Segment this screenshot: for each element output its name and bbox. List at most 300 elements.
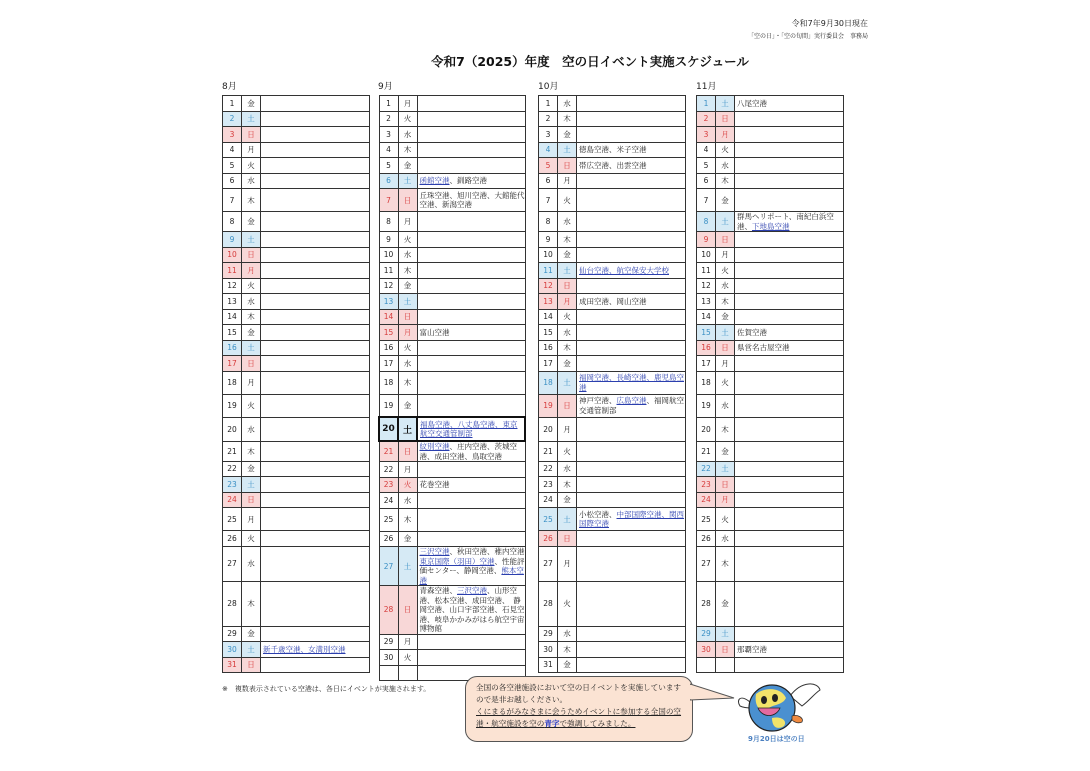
event-cell	[577, 657, 686, 673]
date-cell: 18	[539, 371, 558, 394]
event-venue: 青森空港、	[419, 586, 457, 595]
date-cell: 14	[379, 309, 398, 325]
event-cell	[577, 247, 686, 263]
event-cell	[577, 111, 686, 127]
event-cell	[417, 356, 525, 372]
event-cell	[735, 325, 844, 341]
event-venue: 紋別空港	[419, 442, 450, 451]
date-cell: 24	[223, 492, 242, 508]
weekday-cell: 火	[558, 309, 577, 325]
event-venue: 仙台空港、航空保安大学校	[579, 265, 669, 275]
event-cell	[577, 441, 686, 461]
month-column-sep	[378, 80, 526, 681]
weekday-cell: 月	[398, 462, 417, 478]
date-cell: 12	[223, 278, 242, 294]
weekday-cell: 月	[242, 508, 261, 531]
event-cell	[577, 508, 686, 531]
weekday-cell: 木	[716, 417, 735, 441]
weekday-cell: 金	[716, 581, 735, 626]
event-cell	[261, 325, 370, 341]
weekday-cell: 金	[558, 657, 577, 673]
event-venue: 女満別空港	[308, 644, 346, 654]
date-cell: 2	[223, 111, 242, 127]
calendar-row	[223, 626, 370, 642]
event-cell	[261, 340, 370, 356]
date-cell: 30	[223, 642, 242, 658]
weekday-cell: 金	[558, 492, 577, 508]
event-cell	[261, 581, 370, 626]
weekday-cell: 日	[716, 232, 735, 248]
weekday-cell: 木	[398, 371, 417, 394]
date-cell: 16	[223, 340, 242, 356]
event-cell	[261, 96, 370, 112]
event-cell	[261, 173, 370, 189]
weekday-cell: 日	[398, 189, 417, 212]
weekday-cell: 火	[398, 340, 417, 356]
event-venue: 福岡空港、長崎空港、鹿児島空港	[579, 373, 684, 392]
date-cell: 16	[539, 340, 558, 356]
bubble-blue-word: 青字	[544, 719, 560, 728]
weekday-cell: 月	[398, 96, 417, 112]
date-cell: 12	[697, 278, 716, 294]
weekday-cell: 月	[242, 263, 261, 279]
date-cell: 1	[223, 96, 242, 112]
date-cell	[379, 665, 398, 681]
date-cell: 24	[697, 492, 716, 508]
calendar-row	[697, 461, 844, 477]
event-cell	[417, 650, 525, 666]
calendar-row	[379, 508, 525, 531]
event-cell	[735, 212, 844, 232]
date-cell: 10	[539, 247, 558, 263]
event-cell	[577, 626, 686, 642]
event-cell	[417, 508, 525, 531]
date-cell: 5	[223, 158, 242, 174]
weekday-cell: 水	[558, 96, 577, 112]
event-cell	[735, 232, 844, 248]
date-cell: 13	[697, 294, 716, 310]
weekday-cell: 火	[716, 142, 735, 158]
weekday-cell: 日	[716, 477, 735, 493]
date-cell: 16	[697, 340, 716, 356]
date-cell: 9	[223, 232, 242, 248]
date-cell: 20	[379, 417, 398, 441]
event-cell	[735, 309, 844, 325]
calendar-row	[379, 394, 525, 417]
date-cell: 22	[379, 462, 398, 478]
event-cell	[417, 96, 525, 112]
weekday-cell: 金	[558, 247, 577, 263]
event-cell	[417, 189, 525, 212]
event-cell	[735, 356, 844, 372]
weekday-cell: 金	[242, 325, 261, 341]
calendar-row	[539, 492, 686, 508]
event-cell	[577, 96, 686, 112]
date-cell: 6	[379, 173, 398, 189]
calendar-table	[378, 95, 526, 681]
event-cell	[417, 263, 525, 279]
date-cell: 4	[697, 142, 716, 158]
event-cell	[261, 441, 370, 461]
weekday-cell: 火	[242, 394, 261, 417]
event-cell	[417, 278, 525, 294]
event-cell	[735, 127, 844, 143]
date-cell: 21	[539, 441, 558, 461]
date-cell: 1	[379, 96, 398, 112]
date-cell: 16	[379, 340, 398, 356]
date-cell: 1	[697, 96, 716, 112]
date-cell: 17	[697, 356, 716, 372]
event-cell	[261, 142, 370, 158]
weekday-cell: 日	[558, 531, 577, 547]
calendar-row	[223, 441, 370, 461]
date-cell: 12	[379, 278, 398, 294]
date-cell: 6	[697, 173, 716, 189]
calendar-row	[379, 462, 525, 478]
weekday-cell: 日	[398, 309, 417, 325]
bubble-line-2-pre: くにまるがみなさまに会うためイベントに参加する全国の空港・航空施設を空の	[476, 707, 682, 728]
weekday-cell: 日	[398, 441, 417, 462]
date-cell: 25	[379, 508, 398, 531]
date-cell: 26	[539, 531, 558, 547]
event-cell	[261, 212, 370, 232]
calendar-row	[539, 340, 686, 356]
weekday-cell: 水	[558, 325, 577, 341]
date-cell: 5	[379, 158, 398, 174]
calendar-row	[539, 278, 686, 294]
event-cell	[261, 278, 370, 294]
calendar-row	[379, 477, 525, 493]
date-cell: 23	[539, 477, 558, 493]
weekday-cell: 水	[242, 173, 261, 189]
weekday-cell: 土	[398, 294, 417, 310]
event-venue: 、釧路空港	[449, 176, 487, 185]
calendar-row	[223, 263, 370, 279]
date-cell: 8	[379, 212, 398, 232]
date-cell: 8	[539, 212, 558, 232]
month-label: 11月	[696, 82, 717, 92]
event-cell	[417, 586, 525, 635]
weekday-cell: 月	[558, 173, 577, 189]
weekday-cell: 木	[558, 477, 577, 493]
date-cell: 23	[697, 477, 716, 493]
event-cell	[735, 278, 844, 294]
event-cell	[417, 127, 525, 143]
weekday-cell: 木	[242, 441, 261, 461]
event-cell	[417, 232, 525, 248]
date-cell: 9	[379, 232, 398, 248]
calendar-row	[697, 657, 844, 673]
event-cell	[261, 546, 370, 581]
event-venue: 中部国際空港、	[616, 509, 669, 519]
event-cell	[577, 158, 686, 174]
date-cell: 15	[379, 325, 398, 341]
weekday-cell: 土	[716, 212, 735, 232]
organization: 「空の日」・「空の旬間」実行委員会 事務局	[747, 33, 868, 40]
event-venue: 、性能評価センター、静岡空港、	[419, 556, 525, 575]
calendar-row	[539, 581, 686, 626]
weekday-cell: 火	[398, 477, 417, 493]
weekday-cell: 土	[716, 96, 735, 112]
event-cell	[577, 212, 686, 232]
event-cell	[735, 263, 844, 279]
calendar-row	[697, 642, 844, 658]
date-cell: 12	[539, 278, 558, 294]
weekday-cell: 土	[242, 232, 261, 248]
event-cell	[577, 294, 686, 310]
event-cell	[417, 477, 525, 493]
weekday-cell: 火	[242, 531, 261, 547]
event-venue: 神戸空港、	[579, 396, 617, 405]
weekday-cell: 水	[558, 461, 577, 477]
event-cell	[417, 417, 525, 441]
weekday-cell: 月	[716, 247, 735, 263]
date-cell: 25	[539, 508, 558, 531]
weekday-cell: 金	[398, 278, 417, 294]
calendar-row	[539, 546, 686, 581]
event-venue: 佐賀空港	[737, 327, 767, 337]
calendar-row	[379, 96, 525, 112]
event-cell	[417, 294, 525, 310]
calendar-row	[539, 247, 686, 263]
weekday-cell: 日	[242, 492, 261, 508]
kunimaru-earth-mascot-icon	[732, 676, 822, 742]
calendar-row	[223, 173, 370, 189]
date-cell: 1	[539, 96, 558, 112]
calendar-row	[379, 189, 525, 212]
month-label: 8月	[222, 82, 237, 92]
calendar-row	[223, 127, 370, 143]
date-cell: 7	[379, 189, 398, 212]
event-cell	[261, 508, 370, 531]
calendar-row	[223, 546, 370, 581]
calendar-row	[223, 158, 370, 174]
date-cell: 28	[539, 581, 558, 626]
footnote: ※ 複数表示されている空港は、各日にイベントが実施されます。	[222, 685, 431, 693]
event-venue: 下地島空港	[752, 221, 790, 231]
date-cell: 29	[539, 626, 558, 642]
event-cell	[735, 642, 844, 658]
date-cell: 18	[223, 371, 242, 394]
calendar-row	[223, 461, 370, 477]
date-cell: 13	[223, 294, 242, 310]
weekday-cell: 月	[716, 356, 735, 372]
date-cell: 22	[539, 461, 558, 477]
calendar-row	[539, 531, 686, 547]
weekday-cell: 日	[716, 111, 735, 127]
calendar-row	[379, 142, 525, 158]
event-cell	[261, 531, 370, 547]
calendar-row	[697, 477, 844, 493]
date-cell: 29	[379, 634, 398, 650]
date-cell: 7	[539, 189, 558, 212]
event-venue: 、秋田空港、稚内空港	[449, 547, 525, 556]
weekday-cell: 木	[398, 263, 417, 279]
date-cell: 2	[379, 111, 398, 127]
date-cell: 8	[697, 212, 716, 232]
month-column-nov	[696, 80, 844, 673]
calendar-row	[223, 492, 370, 508]
weekday-cell: 土	[398, 417, 417, 441]
event-cell	[735, 657, 844, 673]
date-cell: 28	[223, 581, 242, 626]
calendar-row	[539, 189, 686, 212]
date-cell: 24	[379, 493, 398, 509]
date-cell: 29	[697, 626, 716, 642]
event-cell	[417, 547, 525, 586]
date-cell: 17	[539, 356, 558, 372]
event-cell	[577, 356, 686, 372]
date-cell: 30	[379, 650, 398, 666]
weekday-cell: 木	[398, 508, 417, 531]
calendar-row	[379, 309, 525, 325]
calendar-row	[223, 508, 370, 531]
weekday-cell: 水	[716, 531, 735, 547]
date-cell: 18	[697, 371, 716, 394]
date-cell: 14	[539, 309, 558, 325]
calendar-row	[223, 417, 370, 441]
as-of-date: 令和7年9月30日現在	[791, 19, 868, 28]
calendar-row	[223, 394, 370, 417]
date-cell: 10	[697, 247, 716, 263]
calendar-row	[223, 657, 370, 673]
event-cell	[417, 394, 525, 417]
weekday-cell: 水	[398, 493, 417, 509]
calendar-row	[539, 371, 686, 394]
calendar-row	[379, 356, 525, 372]
calendar-row	[697, 394, 844, 417]
event-venue: 富山空港	[419, 327, 450, 337]
event-cell	[577, 278, 686, 294]
weekday-cell: 水	[242, 294, 261, 310]
calendar-row	[379, 111, 525, 127]
calendar-row	[539, 441, 686, 461]
event-venue: 、福岡航空交通管制部	[579, 396, 684, 415]
date-cell: 11	[379, 263, 398, 279]
date-cell: 7	[223, 189, 242, 212]
date-cell: 15	[223, 325, 242, 341]
event-cell	[577, 232, 686, 248]
weekday-cell: 火	[716, 263, 735, 279]
date-cell: 28	[379, 586, 398, 635]
weekday-cell: 月	[716, 127, 735, 143]
date-cell: 7	[697, 189, 716, 212]
event-venue: 帯広空港、出雲空港	[579, 160, 647, 170]
weekday-cell: 土	[242, 111, 261, 127]
event-cell	[261, 642, 370, 658]
event-venue: 八尾空港	[737, 98, 767, 108]
date-cell: 26	[223, 531, 242, 547]
calendar-row	[539, 626, 686, 642]
calendar-row	[539, 461, 686, 477]
calendar-row	[697, 247, 844, 263]
weekday-cell: 金	[242, 461, 261, 477]
weekday-cell: 水	[558, 212, 577, 232]
weekday-cell: 木	[716, 173, 735, 189]
date-cell: 24	[539, 492, 558, 508]
event-cell	[735, 394, 844, 417]
weekday-cell: 水	[398, 127, 417, 143]
date-cell: 6	[539, 173, 558, 189]
date-cell: 6	[223, 173, 242, 189]
date-cell: 10	[379, 247, 398, 263]
event-cell	[577, 642, 686, 658]
event-cell	[735, 173, 844, 189]
date-cell: 11	[697, 263, 716, 279]
weekday-cell: 金	[716, 309, 735, 325]
event-venue: 群馬ヘリポート、南紀白浜空港、	[737, 212, 834, 231]
weekday-cell: 木	[716, 294, 735, 310]
calendar-row	[697, 492, 844, 508]
weekday-cell: 火	[716, 371, 735, 394]
date-cell: 3	[697, 127, 716, 143]
calendar-row	[223, 642, 370, 658]
date-cell: 2	[697, 111, 716, 127]
weekday-cell: 土	[558, 263, 577, 279]
date-cell: 13	[539, 294, 558, 310]
event-venue: 小松空港、	[579, 509, 617, 519]
weekday-cell: 金	[242, 212, 261, 232]
event-cell	[577, 173, 686, 189]
weekday-cell: 土	[716, 626, 735, 642]
date-cell: 13	[379, 294, 398, 310]
event-cell	[735, 531, 844, 547]
weekday-cell: 水	[558, 626, 577, 642]
date-cell: 26	[379, 531, 398, 547]
calendar-row	[539, 232, 686, 248]
date-cell: 23	[379, 477, 398, 493]
calendar-row	[223, 325, 370, 341]
calendar-row	[379, 294, 525, 310]
calendar-row	[223, 247, 370, 263]
calendar-row	[379, 586, 525, 635]
calendar-row	[697, 417, 844, 441]
weekday-cell: 日	[242, 657, 261, 673]
weekday-cell: 水	[242, 417, 261, 441]
date-cell: 8	[223, 212, 242, 232]
event-venue: 函館空港	[419, 176, 450, 185]
date-cell: 3	[223, 127, 242, 143]
calendar-row	[697, 212, 844, 232]
weekday-cell: 月	[398, 634, 417, 650]
calendar-row	[379, 650, 525, 666]
date-cell: 21	[379, 441, 398, 462]
event-venue: 新千歳空港	[263, 644, 301, 654]
calendar-row	[697, 626, 844, 642]
calendar-row	[697, 508, 844, 531]
calendar-row	[223, 531, 370, 547]
event-cell	[735, 111, 844, 127]
calendar-row	[379, 371, 525, 394]
weekday-cell: 月	[242, 371, 261, 394]
weekday-cell: 金	[558, 356, 577, 372]
event-cell	[261, 263, 370, 279]
date-cell: 5	[539, 158, 558, 174]
date-cell: 25	[223, 508, 242, 531]
weekday-cell: 月	[398, 325, 417, 341]
event-cell	[417, 247, 525, 263]
event-cell	[735, 441, 844, 461]
weekday-cell: 月	[398, 212, 417, 232]
date-cell: 22	[223, 461, 242, 477]
event-cell	[261, 657, 370, 673]
calendar-row	[379, 173, 525, 189]
weekday-cell: 土	[558, 142, 577, 158]
date-cell: 3	[379, 127, 398, 143]
date-cell: 2	[539, 111, 558, 127]
event-venue: 東京国際（羽田）空港	[419, 556, 495, 566]
event-venue: 徳島空港、米子空港	[579, 145, 647, 154]
